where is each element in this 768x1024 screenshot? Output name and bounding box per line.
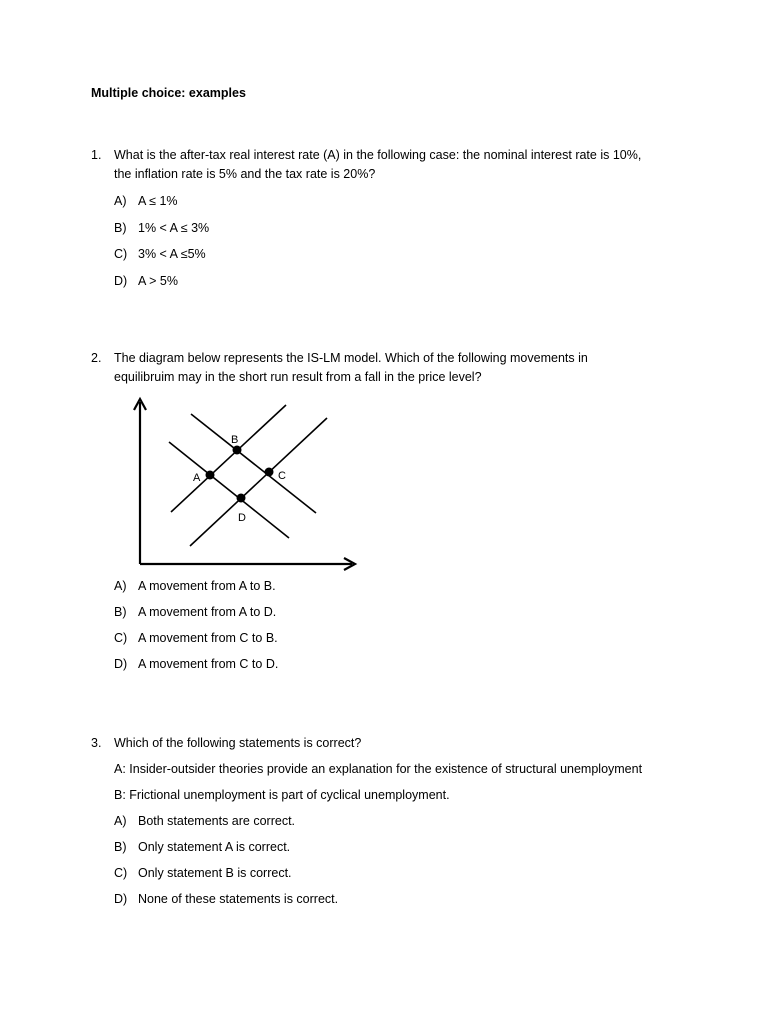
q2-option-b-letter: B) (114, 605, 127, 619)
q1-option-a-text: A ≤ 1% (138, 194, 178, 208)
point-c (265, 468, 274, 477)
point-b-label: B (231, 434, 239, 446)
page-title: Multiple choice: examples (91, 86, 246, 100)
q1-option-a-letter: A) (114, 194, 127, 208)
question-3-statement-b: B: Frictional unemployment is part of cyclical unemployment. (114, 788, 450, 802)
q2-option-c-text: A movement from C to B. (138, 631, 278, 645)
point-c-label: C (278, 470, 286, 482)
question-3-number: 3. (91, 736, 102, 750)
q1-option-c-letter: C) (114, 247, 128, 261)
is-lm-diagram (120, 392, 370, 577)
question-3-statement-a: A: Insider-outsider theories provide an explanation for the existence of structural unemployment (114, 762, 643, 776)
q2-option-a-text: A movement from A to B. (138, 579, 276, 593)
q2-option-d-letter: D) (114, 657, 128, 671)
question-1-text-line-2: the inflation rate is 5% and the tax rate is 20%? (114, 167, 376, 181)
q3-option-a-text: Both statements are correct. (138, 814, 296, 828)
is-curve-1 (169, 442, 289, 538)
q2-option-c-letter: C) (114, 631, 128, 645)
point-d (237, 494, 246, 503)
question-3-text-line-1: Which of the following statements is correct? (114, 736, 362, 750)
q3-option-a-letter: A) (114, 814, 127, 828)
q2-option-a-letter: A) (114, 579, 127, 593)
q1-option-b-letter: B) (114, 221, 127, 235)
q3-option-d-letter: D) (114, 892, 128, 906)
question-1-text-line-1: What is the after-tax real interest rate (A) in the following case: the nominal interest rate is 10%, (114, 148, 642, 162)
point-d-label: D (238, 512, 246, 524)
q3-option-b-letter: B) (114, 840, 127, 854)
q3-option-b-text: Only statement A is correct. (138, 840, 291, 854)
question-2-text-line-1: The diagram below represents the IS-LM model. Which of the following movements in (114, 351, 588, 365)
q2-option-b-text: A movement from A to D. (138, 605, 277, 619)
q1-option-d-letter: D) (114, 274, 128, 288)
q1-option-c-text: 3% < A ≤5% (138, 247, 206, 261)
q3-option-c-letter: C) (114, 866, 128, 880)
q1-option-b-text: 1% < A ≤ 3% (138, 221, 210, 235)
q3-option-c-text: Only statement B is correct. (138, 866, 292, 880)
lm-curve-2 (190, 418, 327, 546)
lm-curve-1 (171, 405, 286, 512)
q3-option-d-text: None of these statements is correct. (138, 892, 339, 906)
q1-option-d-text: A > 5% (138, 274, 178, 288)
point-a-label: A (193, 472, 201, 484)
question-1-number: 1. (91, 148, 102, 162)
q2-option-d-text: A movement from C to D. (138, 657, 279, 671)
question-2-number: 2. (91, 351, 102, 365)
point-b (233, 446, 242, 455)
question-2-text-line-2: equilibruim may in the short run result from a fall in the price level? (114, 370, 482, 384)
is-curve-2 (191, 414, 316, 513)
point-a (206, 471, 215, 480)
